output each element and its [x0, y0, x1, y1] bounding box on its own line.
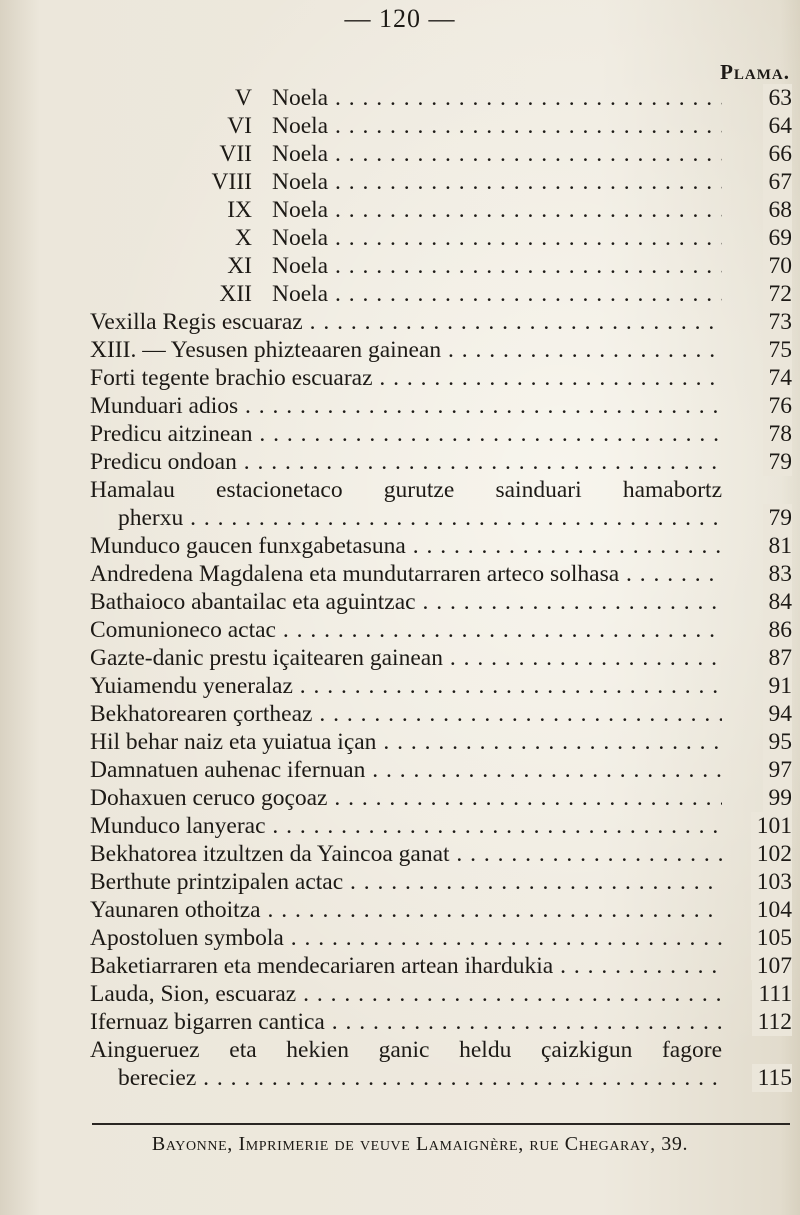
toc-entry	[0, 392, 800, 420]
toc-entry-number: V	[235, 85, 252, 111]
toc-entry-title: pherxu . . .	[118, 504, 722, 532]
toc-entry	[0, 364, 800, 392]
toc-entry	[0, 84, 800, 112]
toc-entry	[0, 308, 800, 336]
toc-entry	[0, 728, 800, 756]
toc-entry-title: Predicu aitzinean . . .	[90, 420, 722, 448]
toc-entry-page: 64	[763, 112, 793, 140]
footer-rule	[92, 1123, 790, 1125]
toc-entry	[0, 896, 800, 924]
toc-entry-title: Comunioneco actac . . .	[90, 616, 722, 644]
toc-entry-title: Yaunaren othoitza . . .	[90, 896, 722, 924]
toc-entry-title: Forti tegente brachio escuaraz . . .	[90, 364, 722, 392]
toc-entry-page: 79	[763, 504, 793, 532]
toc-entry-page: 103	[751, 868, 792, 896]
toc-entry-number: VI	[227, 113, 252, 139]
toc-entry-page: 68	[763, 196, 793, 224]
toc-entry-page: 84	[763, 588, 793, 616]
toc-entry-title: Damnatuen auhenac ifernuan . . .	[90, 756, 722, 784]
toc-entry	[0, 616, 800, 644]
toc-entry	[0, 280, 800, 308]
toc-entry-title: Gazte-danic prestu içaitearen gainean . . .	[90, 644, 722, 672]
toc-entry-page: 111	[752, 980, 792, 1008]
toc-entry	[0, 812, 800, 840]
toc-entry	[0, 588, 800, 616]
table-of-contents	[0, 84, 800, 1092]
toc-entry-page: 63	[763, 84, 793, 112]
toc-entry	[0, 1036, 800, 1092]
toc-entry-title: Noela . . .	[272, 84, 722, 112]
toc-entry-title: bereciez . . .	[118, 1064, 722, 1092]
toc-entry	[0, 756, 800, 784]
toc-entry-page: 97	[763, 756, 793, 784]
toc-entry	[0, 980, 800, 1008]
toc-entry-title: Predicu ondoan . . .	[90, 448, 722, 476]
toc-entry-title: Berthute printzipalen actac . . .	[90, 868, 722, 896]
toc-entry-title: Ifernuaz bigarren cantica . . .	[90, 1008, 722, 1036]
page-number: — 120 —	[344, 4, 456, 33]
toc-entry-page: 95	[763, 728, 793, 756]
toc-entry-title: Vexilla Regis escuaraz . . .	[90, 308, 722, 336]
toc-entry-title: Munduco gaucen funxgabetasuna . . .	[90, 532, 722, 560]
toc-entry-page: 115	[752, 1064, 792, 1092]
toc-entry-page: 87	[763, 644, 793, 672]
toc-entry-page: 75	[763, 336, 793, 364]
toc-entry-page: 112	[752, 1008, 792, 1036]
toc-entry-number: VII	[219, 141, 252, 167]
toc-entry-page: 69	[763, 224, 793, 252]
toc-entry-page: 72	[763, 280, 793, 308]
toc-entry	[0, 1008, 800, 1036]
toc-entry	[0, 168, 800, 196]
toc-entry-title-line1: Aingueruez eta hekien ganic heldu çaizkigun fagore	[90, 1037, 722, 1063]
toc-entry-page: 99	[763, 784, 793, 812]
toc-entry	[0, 112, 800, 140]
toc-entry-page: 101	[751, 812, 792, 840]
toc-entry-page: 70	[763, 252, 793, 280]
toc-entry-title: Noela . . .	[272, 224, 722, 252]
toc-entry-title: Lauda, Sion, escuaraz . . .	[90, 980, 722, 1008]
toc-entry-number: IX	[227, 197, 252, 223]
toc-entry	[0, 644, 800, 672]
toc-entry-title: Noela . . .	[272, 112, 722, 140]
toc-entry-title: XIII. — Yesusen phizteaaren gainean . . .	[90, 336, 722, 364]
toc-entry	[0, 784, 800, 812]
toc-entry-title: Baketiarraren eta mendecariaren artean ihardukia . . .	[90, 952, 722, 980]
toc-entry	[0, 476, 800, 532]
toc-entry	[0, 924, 800, 952]
toc-entry-page: 79	[763, 448, 793, 476]
toc-entry-title: Noela . . .	[272, 140, 722, 168]
toc-entry-title: Andredena Magdalena eta mundutarraren arteco solhasa . . .	[90, 560, 722, 588]
toc-entry-page: 105	[751, 924, 792, 952]
toc-entry	[0, 868, 800, 896]
toc-entry	[0, 224, 800, 252]
printer-footer: Bayonne, Imprimerie de veuve Lamaignère, rue Chegaray, 39.	[151, 1133, 689, 1155]
toc-entry-page: 91	[763, 672, 793, 700]
toc-entry-number: XI	[227, 253, 252, 279]
toc-entry-page: 66	[763, 140, 793, 168]
toc-entry-title: Munduco lanyerac . . .	[90, 812, 722, 840]
toc-entry-title: Apostoluen symbola . . .	[90, 924, 722, 952]
toc-entry-title: Noela . . .	[272, 280, 722, 308]
toc-entry	[0, 252, 800, 280]
toc-entry	[0, 448, 800, 476]
toc-entry-page: 76	[763, 392, 793, 420]
toc-entry-title: Bekhatorea itzultzen da Yaincoa ganat . . .	[90, 840, 722, 868]
toc-entry-page: 83	[763, 560, 793, 588]
toc-entry	[0, 196, 800, 224]
toc-entry	[0, 140, 800, 168]
toc-entry-number: VIII	[211, 169, 252, 195]
toc-entry-page: 94	[763, 700, 793, 728]
toc-entry	[0, 672, 800, 700]
toc-entry-title: Hil behar naiz eta yuiatua içan . . .	[90, 728, 722, 756]
toc-entry	[0, 840, 800, 868]
toc-entry-page: 86	[763, 616, 793, 644]
toc-entry-number: XII	[219, 281, 252, 307]
toc-entry-page: 73	[763, 308, 793, 336]
toc-entry	[0, 952, 800, 980]
toc-entry-title-line1: Hamalau estacionetaco gurutze sainduari hamabortz	[90, 477, 722, 503]
toc-entry	[0, 336, 800, 364]
toc-entry-title: Yuiamendu yeneralaz . . .	[90, 672, 722, 700]
toc-entry-page: 78	[763, 420, 793, 448]
toc-entry	[0, 420, 800, 448]
toc-entry-title: Bekhatorearen çortheaz . . .	[90, 700, 722, 728]
toc-entry-title: Noela . . .	[272, 168, 722, 196]
toc-entry-page: 67	[763, 168, 793, 196]
toc-entry-title: Munduari adios . . .	[90, 392, 722, 420]
column-header: Plama.	[720, 60, 790, 84]
toc-entry-page: 102	[751, 840, 792, 868]
toc-entry-title: Noela . . .	[272, 252, 722, 280]
toc-entry	[0, 560, 800, 588]
toc-entry-title: Dohaxuen ceruco goçoaz . . .	[90, 784, 722, 812]
toc-entry	[0, 532, 800, 560]
toc-entry-title: Bathaioco abantailac eta aguintzac . . .	[90, 588, 722, 616]
toc-entry-page: 81	[763, 532, 793, 560]
toc-entry-page: 104	[751, 896, 792, 924]
toc-entry	[0, 700, 800, 728]
toc-entry-page: 74	[763, 364, 793, 392]
toc-entry-title: Noela . . .	[272, 196, 722, 224]
toc-entry-number: X	[235, 225, 252, 251]
toc-entry-page: 107	[751, 952, 792, 980]
